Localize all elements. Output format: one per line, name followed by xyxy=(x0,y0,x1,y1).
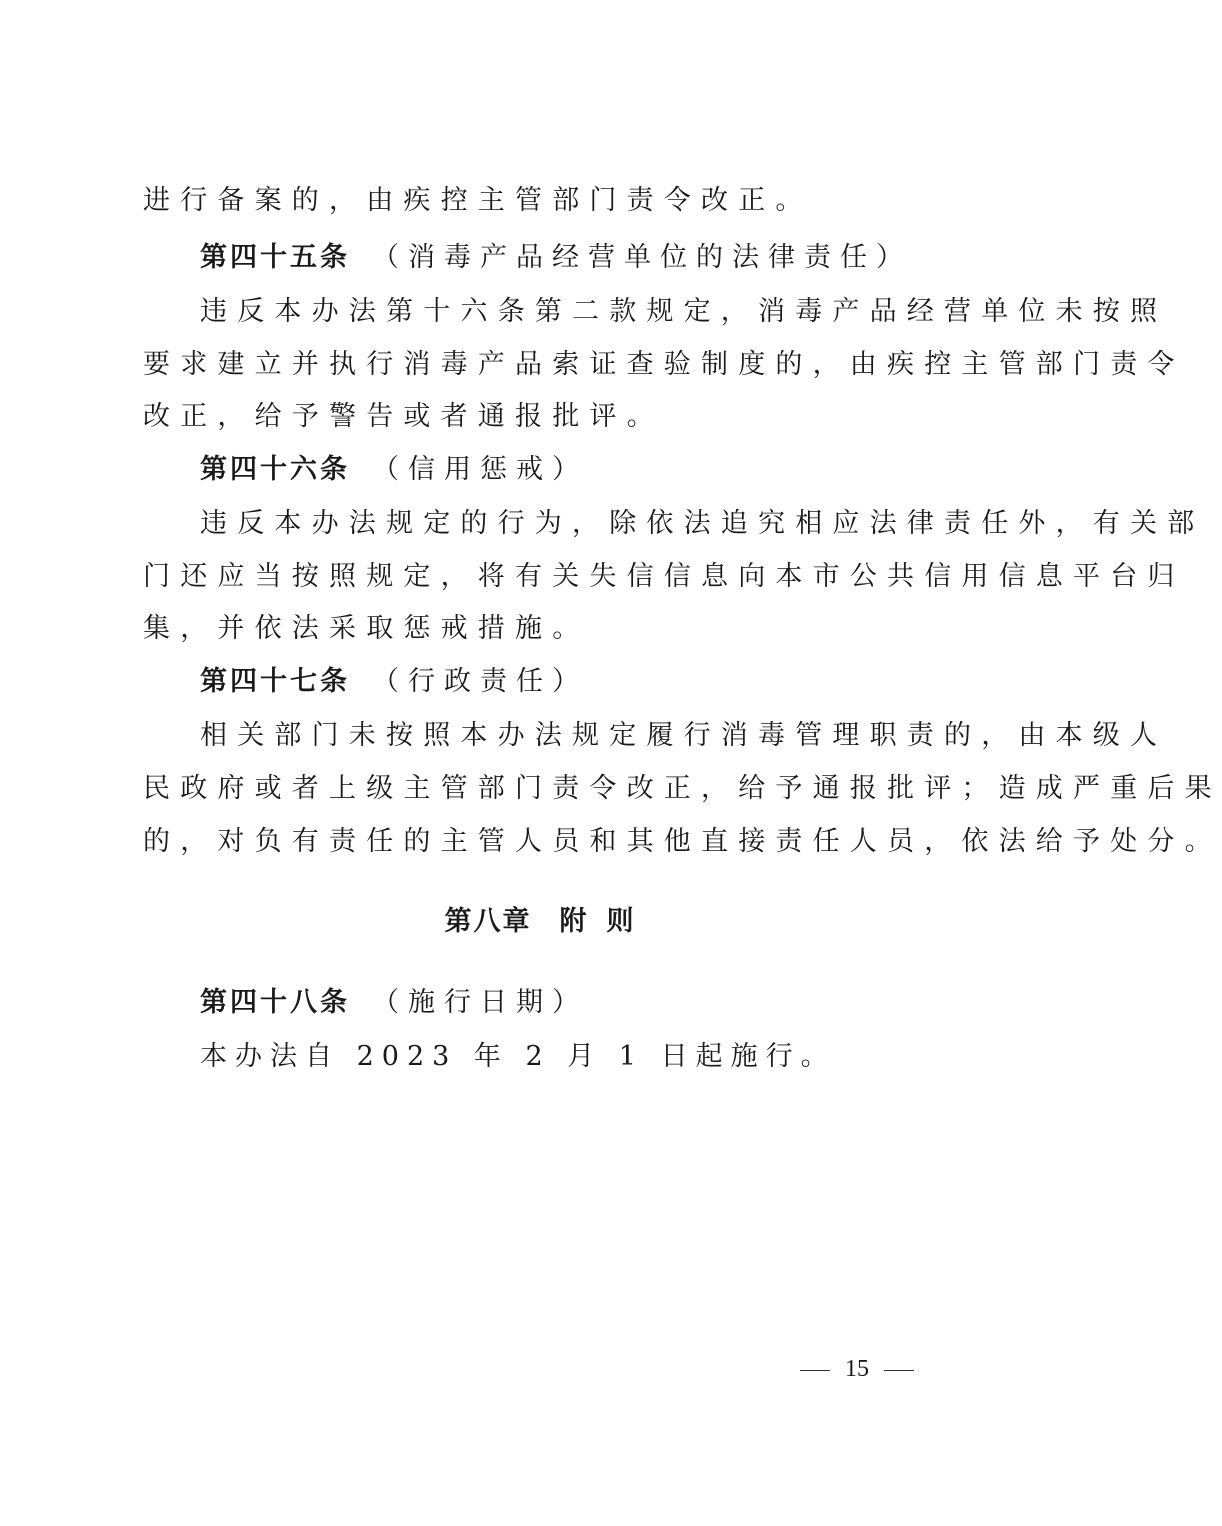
article-47-heading xyxy=(200,664,588,700)
article-title: （施行日期） xyxy=(372,987,588,1018)
chapter-heading xyxy=(0,904,1080,940)
chapter-number: 第八章 xyxy=(444,906,532,937)
article-45-heading xyxy=(200,240,912,276)
dash-left xyxy=(800,1370,830,1371)
article-number: 第四十六条 xyxy=(200,454,350,485)
article-46-heading xyxy=(200,452,588,488)
page-number xyxy=(800,1354,920,1384)
dash-right xyxy=(884,1370,914,1371)
article-title: （消毒产品经营单位的法律责任） xyxy=(372,242,912,273)
article-number: 第四十八条 xyxy=(200,987,350,1018)
paragraph-line: 违反本办法第十六条第二款规定，消毒产品经营单位未按照 xyxy=(200,296,1168,327)
paragraph-line: 的，对负有责任的主管人员和其他直接责任人员，依法给予处分。 xyxy=(143,826,1222,857)
article-number: 第四十五条 xyxy=(200,242,350,273)
article-number: 第四十七条 xyxy=(200,666,350,697)
paragraph-line: 本办法自 2023 年 2 月 1 日起施行。 xyxy=(200,1041,836,1072)
paragraph-line: 违反本办法规定的行为，除依法追究相应法律责任外，有关部 xyxy=(200,508,1205,539)
article-title: （信用惩戒） xyxy=(372,454,588,485)
article-48-heading xyxy=(200,985,588,1021)
paragraph-line: 门还应当按照规定，将有关失信信息向本市公共信用信息平台归 xyxy=(143,561,1185,592)
page-number-value: 15 xyxy=(845,1356,869,1382)
paragraph-line: 改正，给予警告或者通报批评。 xyxy=(143,401,664,432)
chapter-title-char: 附 xyxy=(559,906,589,937)
paragraph-line: 进行备案的，由疾控主管部门责令改正。 xyxy=(143,185,813,216)
paragraph-line: 集，并依法采取惩戒措施。 xyxy=(143,613,590,644)
article-title: （行政责任） xyxy=(372,666,588,697)
paragraph-line: 民政府或者上级主管部门责令改正，给予通报批评；造成严重后果 xyxy=(143,773,1222,804)
paragraph-line: 相关部门未按照本办法规定履行消毒管理职责的，由本级人 xyxy=(200,720,1168,751)
paragraph-line: 要求建立并执行消毒产品索证查验制度的，由疾控主管部门责令 xyxy=(143,349,1185,380)
chapter-title-char: 则 xyxy=(606,906,636,937)
